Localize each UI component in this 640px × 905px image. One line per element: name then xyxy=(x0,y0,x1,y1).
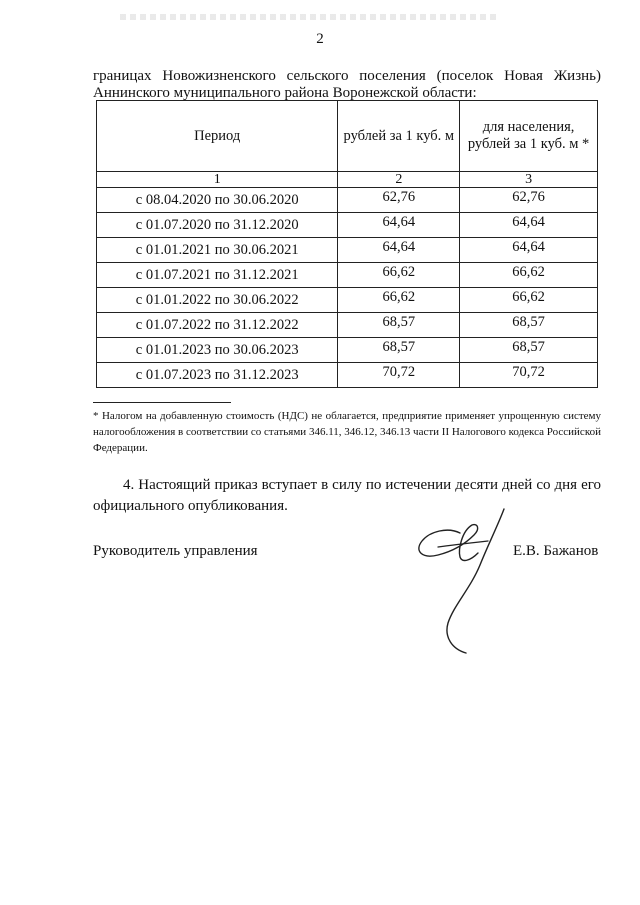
tariff-table xyxy=(96,100,598,388)
population-rate-cell: 62,76 xyxy=(460,188,598,213)
rate-cell: 66,62 xyxy=(338,263,460,288)
intro-line-2: Аннинского муниципального района Воронежской области: xyxy=(93,85,477,101)
population-rate-cell: 70,72 xyxy=(460,363,598,388)
table-row xyxy=(97,213,598,238)
table-row xyxy=(97,238,598,263)
rate-cell: 70,72 xyxy=(338,363,460,388)
period-cell: с 08.04.2020 по 30.06.2020 xyxy=(97,188,338,213)
header-rate: рублей за 1 куб. м xyxy=(338,101,460,172)
period-cell: с 01.07.2021 по 31.12.2021 xyxy=(97,263,338,288)
rate-cell: 66,62 xyxy=(338,288,460,313)
column-number: 1 xyxy=(97,172,338,188)
intro-paragraph xyxy=(93,68,601,102)
footnote: * Налогом на добавленную стоимость (НДС) не облагается, предприятие применяет упрощенную систему налогообложения в соответствии со статьями 346.11, 346.12, 346.13 части II Налогового кодекса Российской Федерации. xyxy=(93,410,601,454)
handwritten-signature xyxy=(408,505,518,655)
table-row xyxy=(97,363,598,388)
signer-name: Е.В. Бажанов xyxy=(513,543,599,559)
period-cell: с 01.01.2023 по 30.06.2023 xyxy=(97,338,338,363)
population-rate-cell: 66,62 xyxy=(460,288,598,313)
clause-4: 4. Настоящий приказ вступает в силу по истечении десяти дней со дня его официального опубликования. xyxy=(93,477,601,514)
period-cell: с 01.07.2023 по 31.12.2023 xyxy=(97,363,338,388)
period-cell: с 01.07.2022 по 31.12.2022 xyxy=(97,313,338,338)
rate-cell: 62,76 xyxy=(338,188,460,213)
footnote-divider xyxy=(93,402,231,403)
population-rate-cell: 68,57 xyxy=(460,338,598,363)
header-period: Период xyxy=(97,101,338,172)
rate-cell: 68,57 xyxy=(338,313,460,338)
period-cell: с 01.01.2021 по 30.06.2021 xyxy=(97,238,338,263)
rate-cell: 68,57 xyxy=(338,338,460,363)
population-rate-cell: 64,64 xyxy=(460,238,598,263)
population-rate-cell: 68,57 xyxy=(460,313,598,338)
population-rate-cell: 66,62 xyxy=(460,263,598,288)
period-cell: с 01.07.2020 по 31.12.2020 xyxy=(97,213,338,238)
page-number: 2 xyxy=(316,31,324,47)
intro-line-1: границах Новожизненского сельского поселения (поселок Новая Жизнь) xyxy=(93,68,601,84)
signer-title: Руководитель управления xyxy=(93,543,258,559)
column-number: 2 xyxy=(338,172,460,188)
rate-cell: 64,64 xyxy=(338,213,460,238)
population-rate-cell: 64,64 xyxy=(460,213,598,238)
table-row xyxy=(97,313,598,338)
table-row xyxy=(97,188,598,213)
table-header-row xyxy=(97,101,598,172)
scan-header-artifact xyxy=(120,14,500,20)
period-cell: с 01.01.2022 по 30.06.2022 xyxy=(97,288,338,313)
table-row xyxy=(97,263,598,288)
table-row xyxy=(97,338,598,363)
column-number: 3 xyxy=(460,172,598,188)
column-number-row xyxy=(97,172,598,188)
rate-cell: 64,64 xyxy=(338,238,460,263)
header-population-rate: для населения, рублей за 1 куб. м * xyxy=(460,101,598,172)
table-row xyxy=(97,288,598,313)
